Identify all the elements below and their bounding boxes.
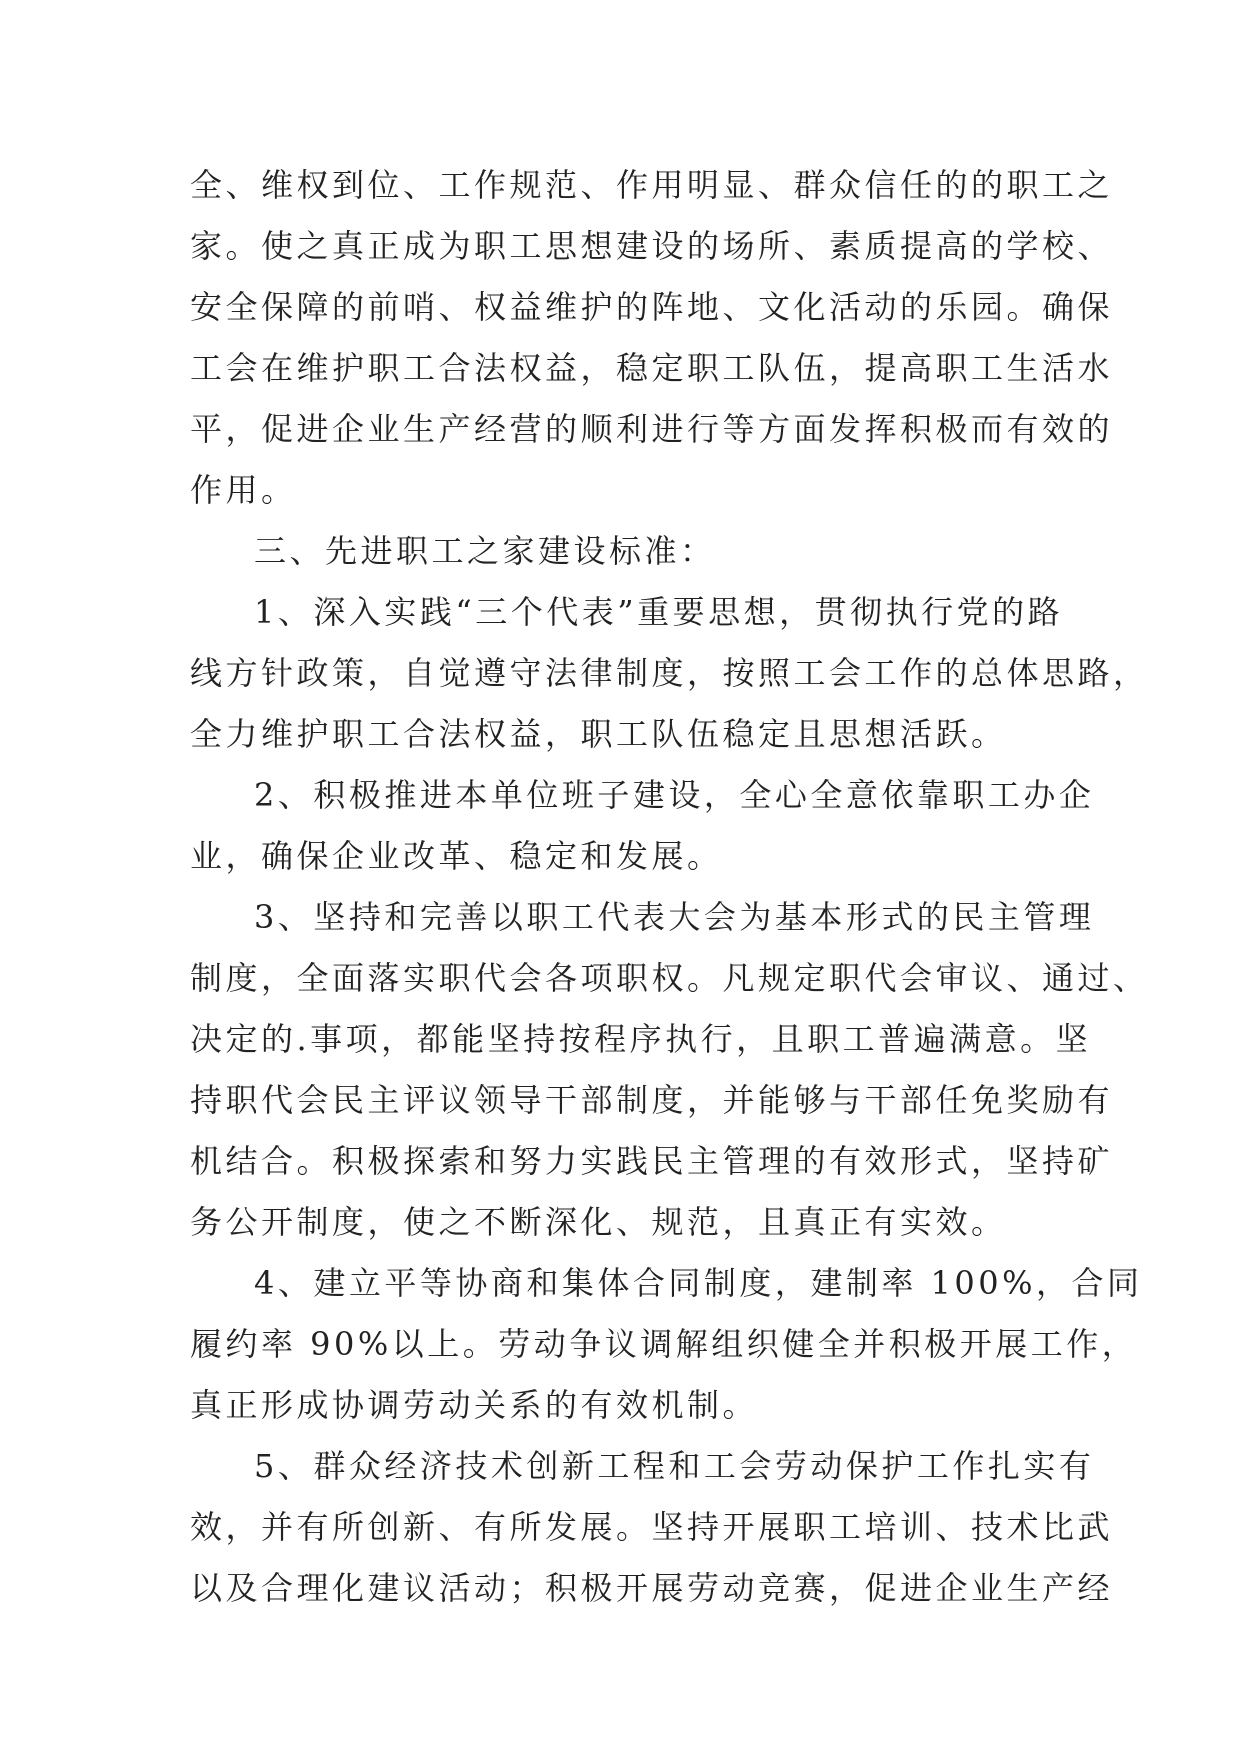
paragraph-start: 4、建立平等协商和集体合同制度，建制率 100%，合同 <box>254 1264 1143 1302</box>
text-line: 全、维权到位、工作规范、作用明显、群众信任的的职工之 <box>190 166 1114 204</box>
paragraph-start: 5、群众经济技术创新工程和工会劳动保护工作扎实有 <box>254 1447 1095 1485</box>
text-line: 安全保障的前哨、权益维护的阵地、文化活动的乐园。确保 <box>190 288 1114 326</box>
section-heading: 三、先进职工之家建设标准： <box>254 532 716 570</box>
text-line: 平，促进企业生产经营的顺利进行等方面发挥积极而有效的 <box>190 410 1114 448</box>
text-line: 履约率 90%以上。劳动争议调解组织健全并积极开展工作， <box>190 1325 1138 1363</box>
text-line: 制度，全面落实职代会各项职权。凡规定职代会审议、通过、 <box>190 959 1149 997</box>
text-line: 业，确保企业改革、稳定和发展。 <box>190 837 723 875</box>
text-line: 全力维护职工合法权益，职工队伍稳定且思想活跃。 <box>190 715 1007 753</box>
text-line: 机结合。积极探索和努力实践民主管理的有效形式，坚持矿 <box>190 1142 1114 1180</box>
text-line: 效，并有所创新、有所发展。坚持开展职工培训、技术比武 <box>190 1508 1114 1546</box>
text-line: 以及合理化建议活动；积极开展劳动竞赛，促进企业生产经 <box>190 1569 1114 1607</box>
paragraph-start: 3、坚持和完善以职工代表大会为基本形式的民主管理 <box>254 898 1095 936</box>
paragraph-start: 1、深入实践“三个代表”重要思想，贯彻执行党的路 <box>254 593 1064 631</box>
paragraph-start: 2、积极推进本单位班子建设，全心全意依靠职工办企 <box>254 776 1095 814</box>
text-line: 持职代会民主评议领导干部制度，并能够与干部任免奖励有 <box>190 1081 1114 1119</box>
text-line: 真正形成协调劳动关系的有效机制。 <box>190 1386 759 1424</box>
text-line: 决定的.事项，都能坚持按程序执行，且职工普遍满意。坚 <box>190 1020 1092 1058</box>
text-line: 线方针政策，自觉遵守法律制度，按照工会工作的总体思路， <box>190 654 1149 692</box>
body-text <box>190 155 1149 1619</box>
text-line: 务公开制度，使之不断深化、规范，且真正有实效。 <box>190 1203 1007 1241</box>
text-line: 作用。 <box>190 471 297 509</box>
text-line: 工会在维护职工合法权益，稳定职工队伍，提高职工生活水 <box>190 349 1114 387</box>
text-line: 家。使之真正成为职工思想建设的场所、素质提高的学校、 <box>190 227 1114 265</box>
